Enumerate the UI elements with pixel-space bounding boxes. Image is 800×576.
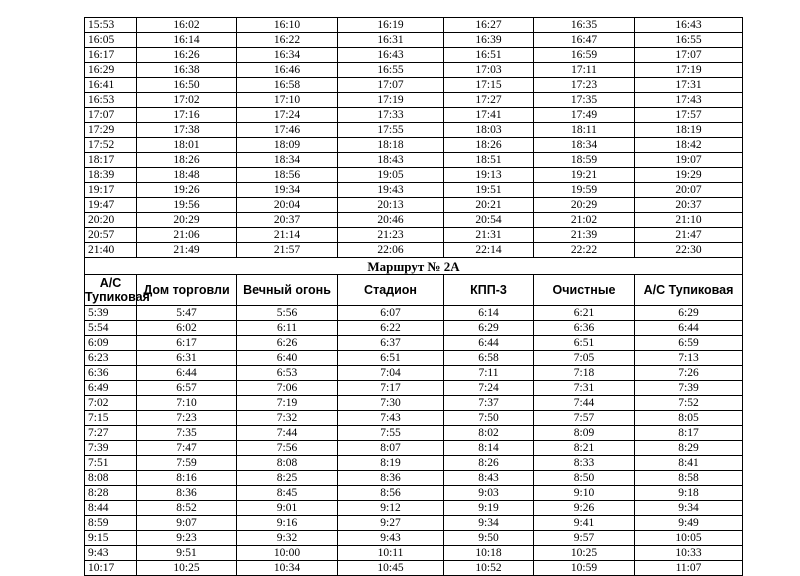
time-cell: 7:44 <box>534 396 635 411</box>
time-cell: 17:02 <box>137 93 237 108</box>
time-cell: 16:43 <box>338 48 444 63</box>
time-cell: 8:36 <box>338 471 444 486</box>
time-cell: 16:19 <box>338 18 444 33</box>
time-cell: 8:07 <box>338 441 444 456</box>
time-cell: 7:26 <box>635 366 743 381</box>
time-cell: 17:46 <box>237 123 338 138</box>
time-cell: 9:43 <box>85 546 137 561</box>
time-cell: 6:21 <box>534 306 635 321</box>
time-cell: 8:29 <box>635 441 743 456</box>
time-cell: 9:51 <box>137 546 237 561</box>
time-cell: 16:22 <box>237 33 338 48</box>
time-cell: 7:17 <box>338 381 444 396</box>
time-cell: 19:51 <box>444 183 534 198</box>
time-cell: 9:19 <box>444 501 534 516</box>
time-cell: 22:30 <box>635 243 743 258</box>
time-cell: 10:11 <box>338 546 444 561</box>
time-cell: 7:27 <box>85 426 137 441</box>
time-cell: 18:34 <box>237 153 338 168</box>
time-cell: 8:41 <box>635 456 743 471</box>
time-cell: 17:16 <box>137 108 237 123</box>
time-cell: 16:34 <box>237 48 338 63</box>
time-cell: 22:22 <box>534 243 635 258</box>
time-cell: 7:18 <box>534 366 635 381</box>
table-row <box>85 108 743 123</box>
time-cell: 19:05 <box>338 168 444 183</box>
time-cell: 10:33 <box>635 546 743 561</box>
time-cell: 6:51 <box>534 336 635 351</box>
time-cell: 9:03 <box>444 486 534 501</box>
time-cell: 9:41 <box>534 516 635 531</box>
time-cell: 8:28 <box>85 486 137 501</box>
time-cell: 6:53 <box>237 366 338 381</box>
table-row <box>85 531 743 546</box>
time-cell: 7:57 <box>534 411 635 426</box>
time-cell: 10:59 <box>534 561 635 576</box>
time-cell: 7:05 <box>534 351 635 366</box>
time-cell: 16:39 <box>444 33 534 48</box>
time-cell: 8:05 <box>635 411 743 426</box>
table-row <box>85 243 743 258</box>
time-cell: 11:07 <box>635 561 743 576</box>
time-cell: 7:59 <box>137 456 237 471</box>
time-cell: 10:18 <box>444 546 534 561</box>
time-cell: 16:26 <box>137 48 237 63</box>
time-cell: 9:01 <box>237 501 338 516</box>
time-cell: 6:07 <box>338 306 444 321</box>
table-row <box>85 168 743 183</box>
time-cell: 18:03 <box>444 123 534 138</box>
time-cell: 20:04 <box>237 198 338 213</box>
time-cell: 6:17 <box>137 336 237 351</box>
time-cell: 18:19 <box>635 123 743 138</box>
time-cell: 18:56 <box>237 168 338 183</box>
time-cell: 8:16 <box>137 471 237 486</box>
time-cell: 9:07 <box>137 516 237 531</box>
time-cell: 16:17 <box>85 48 137 63</box>
time-cell: 20:46 <box>338 213 444 228</box>
time-cell: 17:07 <box>338 78 444 93</box>
time-cell: 17:41 <box>444 108 534 123</box>
table-row <box>85 396 743 411</box>
time-cell: 17:29 <box>85 123 137 138</box>
time-cell: 8:08 <box>85 471 137 486</box>
time-cell: 18:51 <box>444 153 534 168</box>
time-cell: 6:36 <box>85 366 137 381</box>
time-cell: 17:49 <box>534 108 635 123</box>
time-cell: 19:34 <box>237 183 338 198</box>
time-cell: 7:43 <box>338 411 444 426</box>
time-cell: 16:43 <box>635 18 743 33</box>
time-cell: 16:27 <box>444 18 534 33</box>
table-row <box>85 456 743 471</box>
time-cell: 18:17 <box>85 153 137 168</box>
table-row <box>85 213 743 228</box>
table-row <box>85 93 743 108</box>
time-cell: 6:51 <box>338 351 444 366</box>
time-cell: 18:26 <box>137 153 237 168</box>
route-2a-title-row <box>85 258 743 275</box>
time-cell: 17:38 <box>137 123 237 138</box>
time-cell: 20:37 <box>237 213 338 228</box>
time-cell: 9:26 <box>534 501 635 516</box>
time-cell: 16:14 <box>137 33 237 48</box>
time-cell: 6:11 <box>237 321 338 336</box>
time-cell: 7:23 <box>137 411 237 426</box>
time-cell: 17:07 <box>85 108 137 123</box>
table-row <box>85 336 743 351</box>
table-row <box>85 426 743 441</box>
time-cell: 18:59 <box>534 153 635 168</box>
time-cell: 6:44 <box>635 321 743 336</box>
time-cell: 8:43 <box>444 471 534 486</box>
time-cell: 8:59 <box>85 516 137 531</box>
time-cell: 10:52 <box>444 561 534 576</box>
time-cell: 20:07 <box>635 183 743 198</box>
time-cell: 7:50 <box>444 411 534 426</box>
time-cell: 7:24 <box>444 381 534 396</box>
table-row <box>85 183 743 198</box>
time-cell: 19:59 <box>534 183 635 198</box>
time-cell: 16:35 <box>534 18 635 33</box>
time-cell: 6:29 <box>635 306 743 321</box>
table-row <box>85 228 743 243</box>
time-cell: 21:14 <box>237 228 338 243</box>
time-cell: 21:06 <box>137 228 237 243</box>
time-cell: 17:57 <box>635 108 743 123</box>
time-cell: 21:39 <box>534 228 635 243</box>
time-cell: 7:55 <box>338 426 444 441</box>
time-cell: 18:48 <box>137 168 237 183</box>
time-cell: 8:52 <box>137 501 237 516</box>
time-cell: 5:54 <box>85 321 137 336</box>
time-cell: 6:31 <box>137 351 237 366</box>
time-cell: 6:14 <box>444 306 534 321</box>
time-cell: 17:52 <box>85 138 137 153</box>
table-row <box>85 381 743 396</box>
time-cell: 20:20 <box>85 213 137 228</box>
route-a-timetable <box>85 18 743 258</box>
time-cell: 7:19 <box>237 396 338 411</box>
time-cell: 6:09 <box>85 336 137 351</box>
time-cell: 17:19 <box>338 93 444 108</box>
time-cell: 20:29 <box>137 213 237 228</box>
time-cell: 10:17 <box>85 561 137 576</box>
time-cell: 18:26 <box>444 138 534 153</box>
time-cell: 18:09 <box>237 138 338 153</box>
stop-header: Вечный огонь <box>237 275 338 306</box>
time-cell: 6:23 <box>85 351 137 366</box>
time-cell: 9:32 <box>237 531 338 546</box>
time-cell: 7:39 <box>635 381 743 396</box>
time-cell: 19:07 <box>635 153 743 168</box>
time-cell: 16:46 <box>237 63 338 78</box>
time-cell: 7:52 <box>635 396 743 411</box>
time-cell: 21:02 <box>534 213 635 228</box>
time-cell: 16:38 <box>137 63 237 78</box>
time-cell: 9:49 <box>635 516 743 531</box>
table-row <box>85 138 743 153</box>
time-cell: 8:25 <box>237 471 338 486</box>
time-cell: 9:57 <box>534 531 635 546</box>
time-cell: 6:02 <box>137 321 237 336</box>
table-row <box>85 63 743 78</box>
table-row <box>85 198 743 213</box>
stop-header: Стадион <box>338 275 444 306</box>
time-cell: 16:55 <box>635 33 743 48</box>
table-row <box>85 306 743 321</box>
time-cell: 19:47 <box>85 198 137 213</box>
time-cell: 19:43 <box>338 183 444 198</box>
time-cell: 18:42 <box>635 138 743 153</box>
time-cell: 16:51 <box>444 48 534 63</box>
time-cell: 19:26 <box>137 183 237 198</box>
time-cell: 20:37 <box>635 198 743 213</box>
time-cell: 7:11 <box>444 366 534 381</box>
time-cell: 21:49 <box>137 243 237 258</box>
table-row <box>85 411 743 426</box>
time-cell: 7:15 <box>85 411 137 426</box>
time-cell: 16:50 <box>137 78 237 93</box>
time-cell: 17:43 <box>635 93 743 108</box>
time-cell: 8:58 <box>635 471 743 486</box>
stop-header: А/С Тупиковая <box>635 275 743 306</box>
time-cell: 15:53 <box>85 18 137 33</box>
time-cell: 20:54 <box>444 213 534 228</box>
time-cell: 21:47 <box>635 228 743 243</box>
time-cell: 18:11 <box>534 123 635 138</box>
time-cell: 8:44 <box>85 501 137 516</box>
time-cell: 8:56 <box>338 486 444 501</box>
time-cell: 7:04 <box>338 366 444 381</box>
time-cell: 16:59 <box>534 48 635 63</box>
time-cell: 9:16 <box>237 516 338 531</box>
stop-header-row <box>85 275 743 306</box>
time-cell: 10:00 <box>237 546 338 561</box>
time-cell: 7:31 <box>534 381 635 396</box>
time-cell: 16:55 <box>338 63 444 78</box>
time-cell: 7:35 <box>137 426 237 441</box>
time-cell: 8:02 <box>444 426 534 441</box>
time-cell: 7:30 <box>338 396 444 411</box>
time-cell: 19:13 <box>444 168 534 183</box>
time-cell: 20:13 <box>338 198 444 213</box>
time-cell: 18:39 <box>85 168 137 183</box>
time-cell: 6:58 <box>444 351 534 366</box>
table-row <box>85 441 743 456</box>
time-cell: 16:05 <box>85 33 137 48</box>
time-cell: 9:10 <box>534 486 635 501</box>
time-cell: 19:56 <box>137 198 237 213</box>
table-row <box>85 351 743 366</box>
time-cell: 21:57 <box>237 243 338 258</box>
table-row <box>85 546 743 561</box>
time-cell: 6:44 <box>137 366 237 381</box>
time-cell: 7:06 <box>237 381 338 396</box>
time-cell: 18:01 <box>137 138 237 153</box>
time-cell: 17:31 <box>635 78 743 93</box>
table-row <box>85 18 743 33</box>
time-cell: 21:23 <box>338 228 444 243</box>
stop-header: А/С Тупиковая <box>85 276 150 304</box>
time-cell: 19:29 <box>635 168 743 183</box>
timetable-sheet <box>84 17 742 576</box>
time-cell: 17:19 <box>635 63 743 78</box>
time-cell: 6:22 <box>338 321 444 336</box>
table-row <box>85 33 743 48</box>
time-cell: 9:34 <box>444 516 534 531</box>
time-cell: 6:29 <box>444 321 534 336</box>
time-cell: 8:17 <box>635 426 743 441</box>
time-cell: 18:43 <box>338 153 444 168</box>
time-cell: 7:13 <box>635 351 743 366</box>
time-cell: 17:27 <box>444 93 534 108</box>
time-cell: 16:41 <box>85 78 137 93</box>
time-cell: 17:11 <box>534 63 635 78</box>
route-2a-title: Маршрут № 2А <box>85 258 743 275</box>
time-cell: 10:45 <box>338 561 444 576</box>
time-cell: 6:37 <box>338 336 444 351</box>
time-cell: 16:31 <box>338 33 444 48</box>
time-cell: 17:23 <box>534 78 635 93</box>
time-cell: 8:19 <box>338 456 444 471</box>
time-cell: 10:05 <box>635 531 743 546</box>
time-cell: 9:15 <box>85 531 137 546</box>
time-cell: 6:44 <box>444 336 534 351</box>
table-row <box>85 153 743 168</box>
table-row <box>85 366 743 381</box>
time-cell: 7:02 <box>85 396 137 411</box>
time-cell: 18:34 <box>534 138 635 153</box>
time-cell: 7:37 <box>444 396 534 411</box>
route-2a-title-section <box>85 258 743 275</box>
time-cell: 9:12 <box>338 501 444 516</box>
time-cell: 9:23 <box>137 531 237 546</box>
table-row <box>85 471 743 486</box>
table-row <box>85 501 743 516</box>
route-2a-timetable <box>85 306 743 576</box>
time-cell: 10:25 <box>534 546 635 561</box>
time-cell: 8:50 <box>534 471 635 486</box>
time-cell: 7:51 <box>85 456 137 471</box>
route-2a-header-section <box>85 275 743 306</box>
time-cell: 8:09 <box>534 426 635 441</box>
time-cell: 21:40 <box>85 243 137 258</box>
time-cell: 16:29 <box>85 63 137 78</box>
time-cell: 7:39 <box>85 441 137 456</box>
time-cell: 8:26 <box>444 456 534 471</box>
stop-header: Дом торговли <box>137 275 237 306</box>
time-cell: 10:34 <box>237 561 338 576</box>
time-cell: 6:36 <box>534 321 635 336</box>
time-cell: 22:14 <box>444 243 534 258</box>
time-cell: 17:10 <box>237 93 338 108</box>
time-cell: 20:29 <box>534 198 635 213</box>
time-cell: 5:47 <box>137 306 237 321</box>
time-cell: 8:33 <box>534 456 635 471</box>
time-cell: 18:18 <box>338 138 444 153</box>
time-cell: 7:32 <box>237 411 338 426</box>
time-cell: 16:53 <box>85 93 137 108</box>
timetable <box>84 17 743 576</box>
time-cell: 17:15 <box>444 78 534 93</box>
time-cell: 9:43 <box>338 531 444 546</box>
time-cell: 9:50 <box>444 531 534 546</box>
time-cell: 21:10 <box>635 213 743 228</box>
time-cell: 16:02 <box>137 18 237 33</box>
table-row <box>85 561 743 576</box>
time-cell: 17:55 <box>338 123 444 138</box>
time-cell: 6:57 <box>137 381 237 396</box>
time-cell: 5:56 <box>237 306 338 321</box>
time-cell: 16:10 <box>237 18 338 33</box>
time-cell: 8:45 <box>237 486 338 501</box>
time-cell: 9:34 <box>635 501 743 516</box>
time-cell: 7:56 <box>237 441 338 456</box>
time-cell: 6:49 <box>85 381 137 396</box>
table-row <box>85 321 743 336</box>
table-row <box>85 48 743 63</box>
stop-header: КПП-3 <box>444 275 534 306</box>
time-cell: 6:40 <box>237 351 338 366</box>
time-cell: 7:47 <box>137 441 237 456</box>
time-cell: 10:25 <box>137 561 237 576</box>
time-cell: 19:21 <box>534 168 635 183</box>
time-cell: 19:17 <box>85 183 137 198</box>
table-row <box>85 123 743 138</box>
time-cell: 6:26 <box>237 336 338 351</box>
time-cell: 16:58 <box>237 78 338 93</box>
time-cell: 17:07 <box>635 48 743 63</box>
time-cell: 21:31 <box>444 228 534 243</box>
time-cell: 17:03 <box>444 63 534 78</box>
time-cell: 17:35 <box>534 93 635 108</box>
time-cell: 20:57 <box>85 228 137 243</box>
time-cell: 8:36 <box>137 486 237 501</box>
stop-header: Очистные <box>534 275 635 306</box>
time-cell: 8:21 <box>534 441 635 456</box>
time-cell: 7:44 <box>237 426 338 441</box>
table-row <box>85 486 743 501</box>
time-cell: 16:47 <box>534 33 635 48</box>
time-cell: 9:27 <box>338 516 444 531</box>
time-cell: 22:06 <box>338 243 444 258</box>
table-row <box>85 78 743 93</box>
time-cell: 20:21 <box>444 198 534 213</box>
table-row <box>85 516 743 531</box>
time-cell: 5:39 <box>85 306 137 321</box>
time-cell: 8:08 <box>237 456 338 471</box>
time-cell: 17:24 <box>237 108 338 123</box>
time-cell: 8:14 <box>444 441 534 456</box>
time-cell: 9:18 <box>635 486 743 501</box>
time-cell: 6:59 <box>635 336 743 351</box>
time-cell: 7:10 <box>137 396 237 411</box>
time-cell: 17:33 <box>338 108 444 123</box>
